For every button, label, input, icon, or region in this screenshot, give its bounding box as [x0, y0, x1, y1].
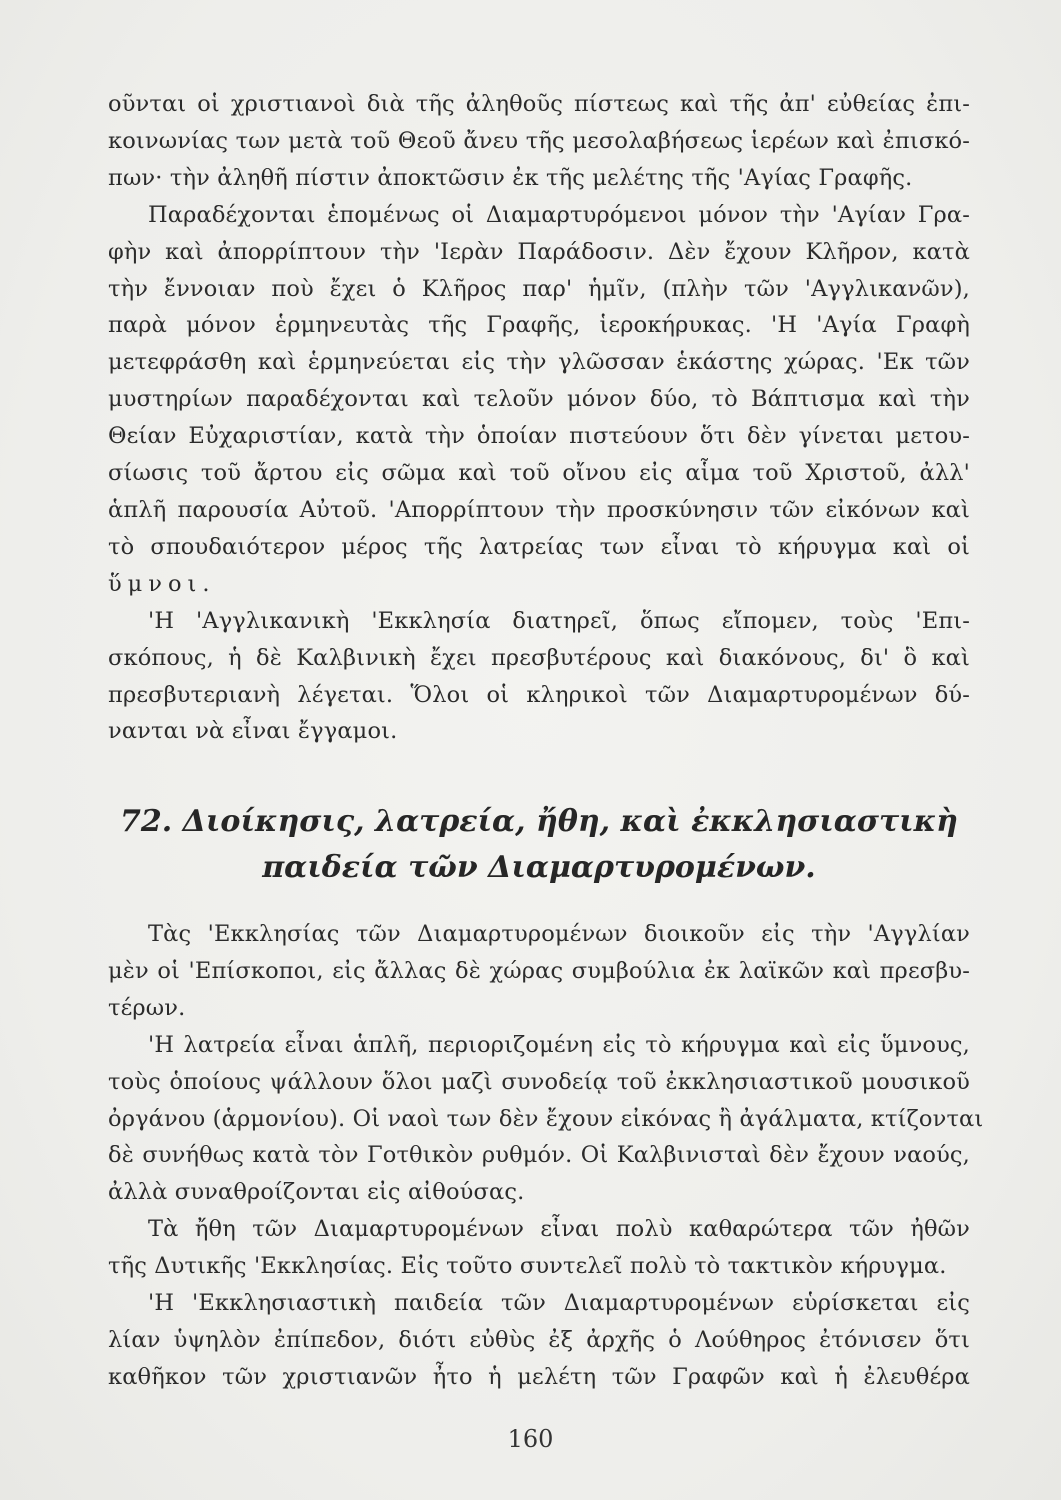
text-line: σκόπους, ἡ δὲ Καλβινικὴ ἔχει πρεσβυτέρους καὶ διακόνους, δι' ὃ καὶ: [108, 644, 970, 671]
text-line: τὴν ἔννοιαν ποὺ ἔχει ὁ Κλῆρος παρ' ἡμῖν, (πλὴν τῶν 'Αγγλικανῶν),: [108, 275, 970, 302]
text-line: οῦνται οἱ χριστιανοὶ διὰ τῆς ἀληθοῦς πίστεως καὶ τῆς ἀπ' εὐθείας ἐπι-: [108, 91, 970, 117]
text-line: πρεσβυτεριανὴ λέγεται. Ὅλοι οἱ κληρικοὶ τῶν Διαμαρτυρομένων δύ-: [108, 681, 970, 708]
text-line: τέρων.: [108, 994, 186, 1021]
text-line: Παραδέχονται ἑπομένως οἱ Διαμαρτυρόμενοι μόνον τὴν 'Αγίαν Γρα-: [148, 201, 970, 228]
text-line: ἁπλῆ παρουσία Αὐτοῦ. 'Απορρίπτουν τὴν προσκύνησιν τῶν εἰκόνων καὶ: [108, 496, 970, 523]
text-line: τὸ σπουδαιότερον μέρος τῆς λατρείας των εἶναι τὸ κήρυγμα καὶ οἱ: [108, 533, 970, 560]
text-line: μὲν οἱ 'Επίσκοποι, εἰς ἄλλας δὲ χώρας συμβούλια ἐκ λαϊκῶν καὶ πρεσβυ-: [108, 957, 970, 984]
text-line: μετεφράσθη καὶ ἑρμηνεύεται εἰς τὴν γλῶσσαν ἑκάστης χώρας. 'Εκ τῶν: [108, 349, 970, 376]
text-line: φὴν καὶ ἀπορρίπτουν τὴν 'Ιερὰν Παράδοσιν. Δὲν ἔχουν Κλῆρον, κατὰ: [108, 238, 970, 265]
text-block-bottom: [108, 916, 984, 1396]
section-heading-line-1: 72. Διοίκησις, λατρεία, ἤθη, καὶ ἐκκλησιαστικὴ: [120, 804, 958, 839]
text-line: νανται νὰ εἶναι ἔγγαμοι.: [108, 718, 398, 745]
text-line: τοὺς ὁποίους ψάλλουν ὅλοι μαζὶ συνοδείᾳ τοῦ ἐκκλησιαστικοῦ μουσικοῦ: [108, 1068, 970, 1095]
text-line: δὲ συνήθως κατὰ τὸν Γοτθικὸν ρυθμόν. Οἱ Καλβινισταὶ δὲν ἔχουν ναούς,: [108, 1142, 970, 1169]
text-line: μυστηρίων παραδέχονται καὶ τελοῦν μόνον δύο, τὸ Βάπτισμα καὶ τὴν: [108, 386, 970, 413]
text-line: ἀλλὰ συναθροίζονται εἰς αἰθούσας.: [108, 1179, 525, 1206]
text-line: ὀργάνου (ἁρμονίου). Οἱ ναοὶ των δὲν ἔχουν εἰκόνας ἢ ἀγάλματα, κτίζονται: [108, 1105, 984, 1132]
text-line: τῆς Δυτικῆς 'Εκκλησίας. Εἰς τοῦτο συντελεῖ πολὺ τὸ τακτικὸν κήρυγμα.: [108, 1253, 947, 1280]
page-number: 160: [507, 1425, 554, 1453]
section-heading-line-2: παιδεία τῶν Διαμαρτυρομένων.: [262, 850, 816, 885]
text-line: 'Η λατρεία εἶναι ἁπλῆ, περιοριζομένη εἰς τὸ κήρυγμα καὶ εἰς ὕμνους,: [148, 1031, 970, 1058]
text-line: καθῆκον τῶν χριστιανῶν ἦτο ἡ μελέτη τῶν Γραφῶν καὶ ἡ ἐλευθέρα: [108, 1363, 970, 1390]
text-line: κοινωνίας των μετὰ τοῦ Θεοῦ ἄνευ τῆς μεσολαβήσεως ἱερέων καὶ ἐπισκό-: [108, 127, 970, 154]
text-line: 'Η 'Εκκλησιαστικὴ παιδεία τῶν Διαμαρτυρομένων εὑρίσκεται εἰς: [148, 1290, 970, 1317]
text-line: Τὰς 'Εκκλησίας τῶν Διαμαρτυρομένων διοικοῦν εἰς τὴν 'Αγγλίαν: [148, 921, 970, 947]
text-line: Θείαν Εὐχαριστίαν, κατὰ τὴν ὁποίαν πιστεύουν ὅτι δὲν γίνεται μετου-: [108, 423, 970, 450]
text-line: λίαν ὑψηλὸν ἐπίπεδον, διότι εὐθὺς ἐξ ἀρχῆς ὁ Λούθηρος ἐτόνισεν ὅτι: [108, 1326, 970, 1353]
text-block-top: [108, 86, 970, 750]
text-line: παρὰ μόνον ἑρμηνευτὰς τῆς Γραφῆς, ἱεροκήρυκας. 'Η 'Αγία Γραφὴ: [108, 312, 970, 339]
text-line: Τὰ ἤθη τῶν Διαμαρτυρομένων εἶναι πολὺ καθαρώτερα τῶν ἠθῶν: [148, 1216, 970, 1243]
text-line: σίωσις τοῦ ἄρτου εἰς σῶμα καὶ τοῦ οἴνου εἰς αἷμα τοῦ Χριστοῦ, ἀλλ': [108, 460, 970, 487]
text-line: πων· τὴν ἀληθῆ πίστιν ἀποκτῶσιν ἐκ τῆς μελέτης τῆς 'Αγίας Γραφῆς.: [108, 164, 913, 191]
text-line: 'Η 'Αγγλικανικὴ 'Εκκλησία διατηρεῖ, ὅπως εἴπομεν, τοὺς 'Επι-: [148, 607, 970, 634]
text-line: ὕμνοι.: [108, 570, 216, 597]
